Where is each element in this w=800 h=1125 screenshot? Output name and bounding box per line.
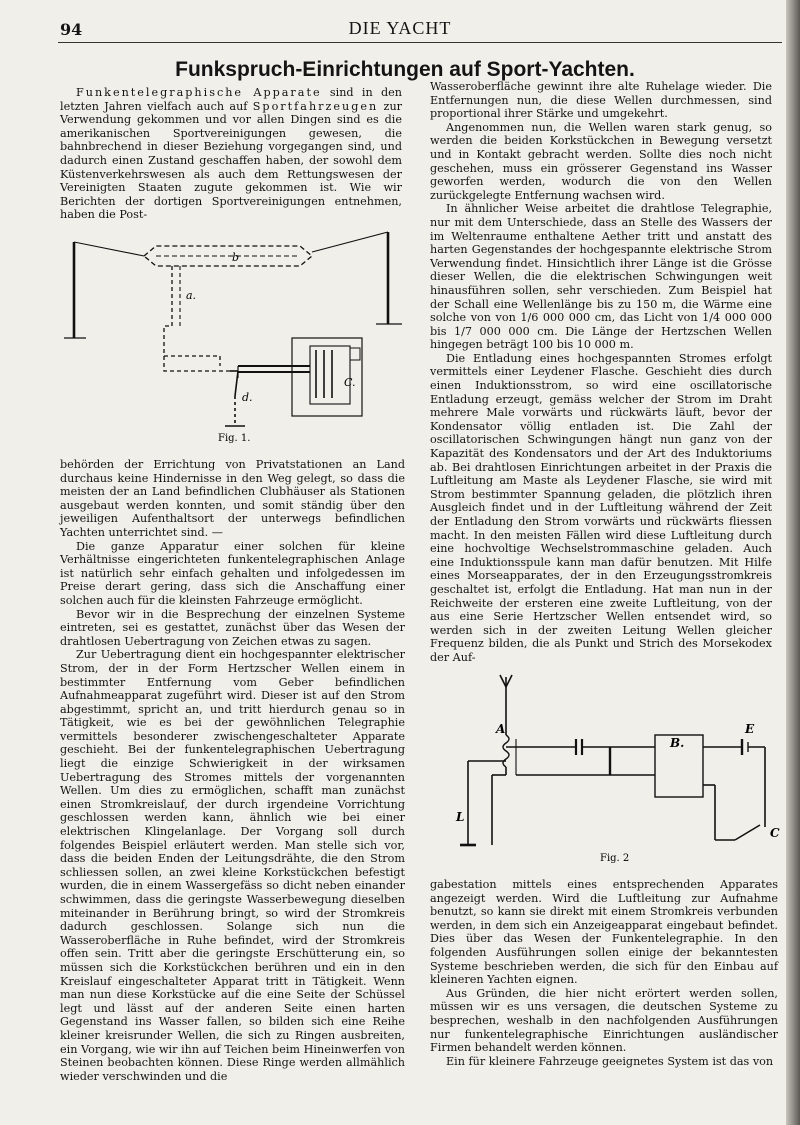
paragraph	[60, 86, 402, 222]
figure-2-label-a: A	[496, 722, 506, 736]
figure-2-label-c: C	[770, 826, 780, 840]
page-number: 94	[60, 20, 83, 39]
header-rule	[58, 42, 782, 43]
paragraph: Aus Gründen, die hier nicht erörtert werden sollen, müssen wir es uns versagen, die deutschen Systeme zu besprechen, weshalb in den nachfolgenden Ausführungen nur funkentelegraphische Einrichtungen ausländischer Firmen behandelt werden können.	[430, 986, 778, 1055]
page-edge-shadow	[786, 0, 800, 1125]
paragraph: Die Entladung eines hochgespannten Stromes erfolgt vermittels einer Leydener Flasche. Geschieht dies durch einen Induktionsstrom, so wird eine oscillatorische Entladung erzeugt, gemäss welcher der Strom im Draht mehrere Male vorwärts und rückwärts läuft, bevor der Kondensator völlig entladen ist. Die Zahl der oscillatorischen Schwingungen hängt nun ganz von der Kapazität des Kondensators und der Art des Induktoriums ab. Bei drahtlosen Einrichtungen arbeitet in der Praxis die Luftleitung am Maste als Leydener Flasche, sie wird mit Strom bestimmter Spannung geladen, die plötzlich ihren Ausgleich findet und in der Luftleitung während der Zeit der Entladung den Strom vorwärts und rückwärts fliessen macht. In den meisten Fällen wird diese Luftleitung durch eine hochvoltige Wechselstrommaschine geladen. Auch eine Induktionsspule kann man dafür benutzen. Mit Hilfe eines Morseapparates, der in den Erzeugungsstromkreis geschaltet ist, erfolgt die Entladung. Hat man nun in der Reichweite der ersteren eine zweite Luftleitung, von der aus eine Serie Hertzscher Wellen entsendet wird, so werden sich in der zweiten Leitung Wellen gleicher Frequenz bilden, die als Punkt und Strich des Morsekodex der Auf-	[430, 351, 772, 664]
figure-2-label-b: B.	[670, 736, 685, 750]
paragraph: In ähnlicher Weise arbeitet die drahtlose Telegraphie, nur mit dem Unterschiede, dass an Stelle des Wassers der im Weltenraume enthaltene Aether tritt und anstatt des harten Gegenstandes der hochgespannte elektrische Strom Verwendung findet. Hinsichtlich ihrer Länge ist die Grösse dieser Wellen, die die elektrischen Schwingungen weit hinausführen sollen, sehr verschieden. Zum Beispiel hat der Schall eine Wellenlänge bis zu 150 m, die Wärme eine solche von von 1/6 000 000 cm, das Licht von 1/4 000 000 bis 1/7 000 000 cm. Die Länge der Hertzschen Wellen hingegen beträgt 100 bis 10 000 m.	[430, 202, 772, 352]
column-1-bottom	[60, 458, 405, 1083]
spaced-term: Sportfahrzeugen	[252, 99, 379, 113]
paragraph: gabestation mittels eines entsprechenden Apparates angezeigt werden. Wird die Luftleitung zur Aufnahme benutzt, so kann sie direkt mit einem Stromkreis verbunden werden, in dem sich ein Anzeigeapparat eingebaut befindet. Dies über das Wesen der Funkentelegraphie. In den folgenden Ausführungen sollen einige der bekanntesten Systeme beschrieben werden, die sich für den Einbau auf kleineren Yachten eignen.	[430, 878, 778, 987]
figure-2-label-l: L	[456, 810, 465, 824]
paragraph: Die ganze Apparatur einer solchen für kleine Verhältnisse eingerichteten funkentelegraphischen Anlage ist natürlich sehr einfach gehalten und infolgedessen im Preise derart gering, dass sich die Anschaffung einer solchen auch für die kleinsten Fahrzeuge ermöglicht.	[60, 539, 405, 607]
paragraph: Angenommen nun, die Wellen waren stark genug, so werden die beiden Korkstückchen in Bewegung versetzt und in Kontakt gebracht werden. Sollte dies noch nicht geschehen, muss ein grösserer Gegenstand ins Wasser geworfen werden, wodurch die von den Wellen zurückgelegte Entfernung wachsen wird.	[430, 120, 772, 202]
figure-1-label-c: C.	[344, 376, 356, 389]
figure-1-label-a: a.	[186, 289, 197, 302]
figure-1-label-d: d.	[242, 391, 253, 404]
figure-1-caption: Fig. 1.	[218, 433, 251, 444]
paragraph: Wasseroberfläche gewinnt ihre alte Ruhelage wieder. Die Entfernungen nun, die diese Wellen durchmessen, sind proportional ihrer Stärke und umgekehrt.	[430, 80, 772, 121]
paragraph: Zur Uebertragung dient ein hochgespannter elektrischer Strom, der in der Form Hertzscher Wellen einem in bestimmter Entfernung vom Geber befindlichen Aufnahmeapparat zugeführt wird. Dieser ist auf den Strom abgestimmt, spricht an, und tritt hierdurch genau so in Tätigkeit, wie es bei der gewöhnlichen Telegraphie vermittels besonderer zwischengeschalteter Apparate geschieht. Bei der funkentelegraphischen Uebertragung liegt die einzige Schwierigkeit in der wirksamen Uebertragung des Stromes mittels der vorgenannten Wellen. Um dies zu ermöglichen, schafft man zunächst einen Stromkreislauf, der durch irgendeine Vorrichtung geschlossen werden kann, ähnlich wie bei einer elektrischen Klingelanlage. Der Vorgang soll durch folgendes Beispiel erläutert werden. Man stelle sich vor, dass die beiden Enden der Leitungsdrähte, die den Strom schliessen sollen, an zwei kleine Korkstückchen befestigt wurden, die in einem Wassergefäss so dicht neben einander schwimmen, dass die geringste Wasserbewegung dieselben miteinander in Berührung bringt, so wird der Stromkreis dadurch geschlossen. Solange sich nun die Wasseroberfläche in Ruhe befindet, wird der Stromkreis offen sein. Tritt aber die geringste Erschütterung ein, so müssen sich die Korkstückchen berühren und ein in den Kreislauf eingeschalteter Apparat tritt in Tätigkeit. Wenn man nun diese Korkstücke auf die eine Seite der Schüssel legt und lässt auf der anderen Seite einen harten Gegenstand ins Wasser fallen, so bilden sich eine Reihe kleiner kreisrunder Wellen, die sich zu Ringen ausbreiten, ein Vorgang, wie wir ihn auf Teichen beim Hineinwerfen von Steinen beobachten können. Diese Ringe werden allmählich wieder verschwinden und die	[60, 648, 405, 1083]
figure-1	[60, 226, 405, 451]
paragraph: behörden der Errichtung von Privatstationen an Land durchaus keine Hindernisse in den Weg gelegt, so dass die meisten der an Land befindlichen Clubhäuser als Stationen ausgebaut werden konnten, und somit ständig über den jeweiligen Aufenthaltsort der unterwegs befindlichen Yachten unterrichtet sind. —	[60, 458, 405, 539]
article-title: Funkspruch-Einrichtungen auf Sport-Yachten.	[175, 58, 635, 81]
column-2-top	[430, 80, 772, 665]
figure-2-circuit-diagram	[430, 665, 785, 870]
running-head	[0, 18, 800, 39]
paragraph: Bevor wir in die Besprechung der einzelnen Systeme eintreten, sei es gestattet, zunächst über das Wesen der drahtlosen Uebertragung von Zeichen etwas zu sagen.	[60, 607, 405, 648]
figure-2-label-e: E	[745, 722, 755, 736]
figure-1-label-b: b	[232, 251, 240, 264]
column-2-bottom	[430, 878, 778, 1068]
tuning-coil	[503, 735, 509, 767]
figure-2-caption: Fig. 2	[600, 853, 630, 864]
paragraph: Ein für kleinere Fahrzeuge geeignetes System ist das von	[446, 1054, 774, 1068]
figure-1-circuit-diagram	[60, 226, 405, 451]
spaced-term: Funkentelegraphische Apparate	[76, 86, 322, 99]
column-1-top	[60, 86, 402, 222]
text-run: zur Verwendung gekommen und vor allen Dingen sind es die amerikanischen Sportvereinigungen gewesen, die bahnbrechend in dieser Beziehung vorgegangen sind, und dadurch einen Zustand geschaffen haben, der sowohl dem Küstenverkehrswesen als auch dem Rettungswesen der Vereinigten Staaten zugute gekommen ist. Wie wir Berichten der dortigen Sportvereinigungen entnehmen, haben die Post-	[60, 99, 402, 222]
running-head-text: DIE YACHT	[348, 18, 452, 38]
text-run: sind in den letzten Jahren vielfach auch auf	[60, 86, 402, 113]
down-lead	[164, 266, 220, 366]
figure-2	[430, 665, 785, 870]
